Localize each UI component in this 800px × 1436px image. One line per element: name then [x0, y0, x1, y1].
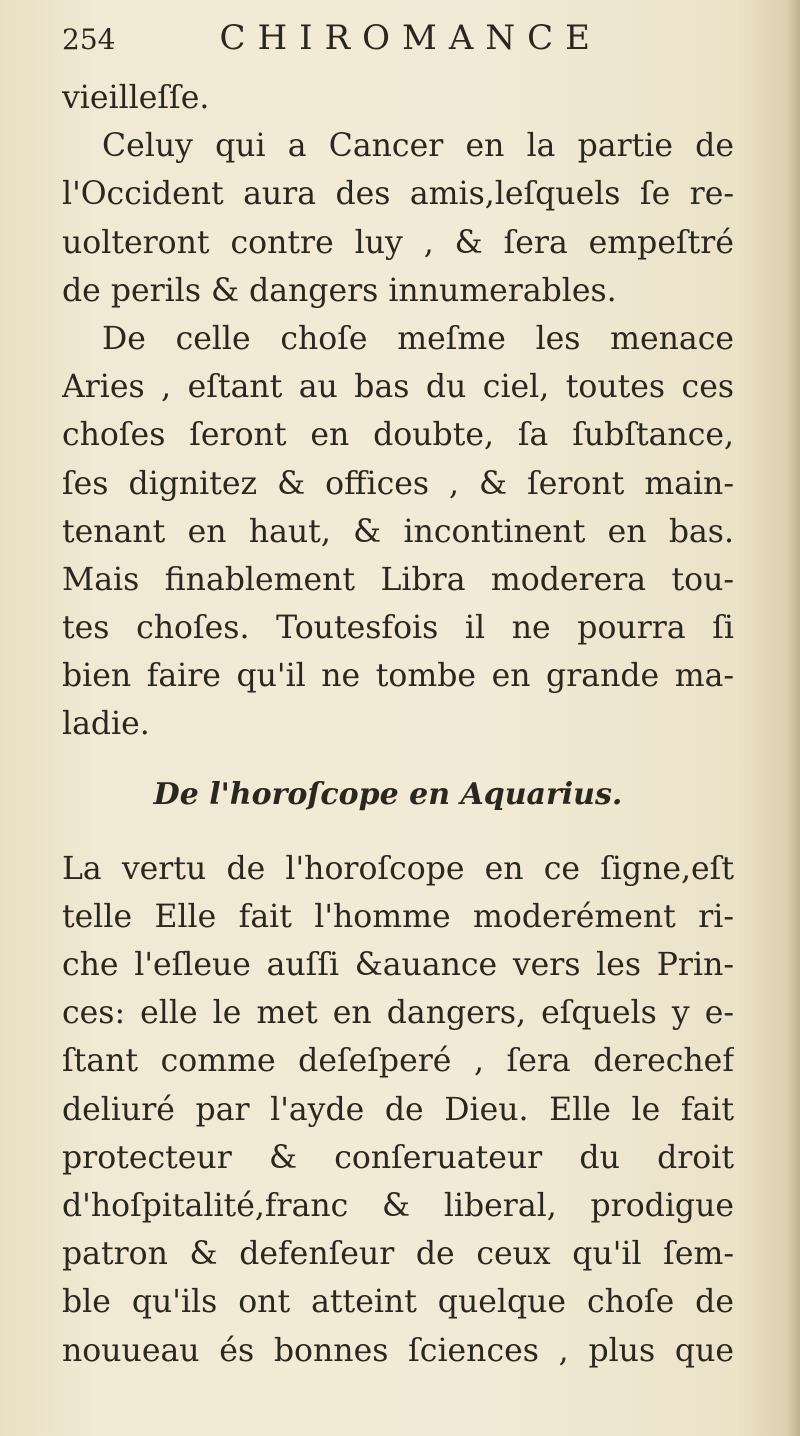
text-line: ſes dignitez & offices , & ſeront main- — [62, 465, 734, 502]
text-line: choſes ſeront en doubte, ſa ſubſtance, — [62, 417, 734, 454]
text-line: bien faire qu'il ne tombe en grande ma- — [62, 658, 734, 695]
text-line: telle Elle fait l'homme moderément ri- — [62, 898, 734, 935]
page-header — [62, 18, 734, 74]
text-line: vieilleſſe. — [62, 80, 210, 116]
text-line: tenant en haut, & incontinent en bas. — [62, 513, 734, 550]
running-title: CHIROMANCE — [219, 18, 602, 58]
paragraph-aries — [62, 315, 734, 749]
text-line: nouueau és bonnes ſciences , plus que — [62, 1332, 734, 1369]
text-line: de perils & dangers innumerables. — [62, 272, 617, 309]
text-line: l'Occident aura des amis,leſquels ſe re- — [62, 176, 734, 213]
page-text — [62, 18, 734, 1375]
paragraph-cancer — [62, 122, 734, 315]
text-line: protecteur & conſeruateur du droit — [62, 1139, 734, 1176]
text-line: deliuré par l'ayde de Dieu. Elle le fait — [62, 1091, 734, 1128]
text-line: ces: elle le met en dangers, eſquels y e- — [62, 995, 734, 1032]
paragraph-aquarius — [62, 845, 734, 1375]
paragraph-continuation — [62, 74, 734, 122]
text-line: Aries , eſtant au bas du ciel, toutes ces — [62, 369, 734, 406]
text-line: ladie. — [62, 706, 150, 743]
text-line: Celuy qui a Cancer en la partie de — [102, 128, 734, 165]
text-line: uolteront contre luy , & ſera empeſtré — [62, 224, 734, 261]
section-heading: De l'horoſcope en Aquarius. — [153, 776, 623, 812]
text-line: ſtant comme deſeſperé , ſera derechef — [62, 1043, 734, 1080]
text-line: che l'eſleue auſſi &auance vers les Prin- — [62, 947, 734, 983]
text-line: De celle choſe meſme les menace — [102, 320, 734, 357]
page-number: 254 — [62, 23, 116, 56]
text-line: La vertu de l'horoſcope en ce ſigne,eſt — [62, 850, 734, 887]
text-line: d'hoſpitalité,franc & liberal, prodigue — [62, 1187, 734, 1224]
text-line: Mais finablement Libra moderera tou- — [62, 561, 734, 598]
text-line: tes choſes. Toutesfois il ne pourra ſi — [62, 610, 734, 647]
text-line: patron & defenſeur de ceux qu'il ſem- — [62, 1236, 734, 1273]
text-line: ble qu'ils ont atteint quelque choſe de — [62, 1284, 734, 1321]
